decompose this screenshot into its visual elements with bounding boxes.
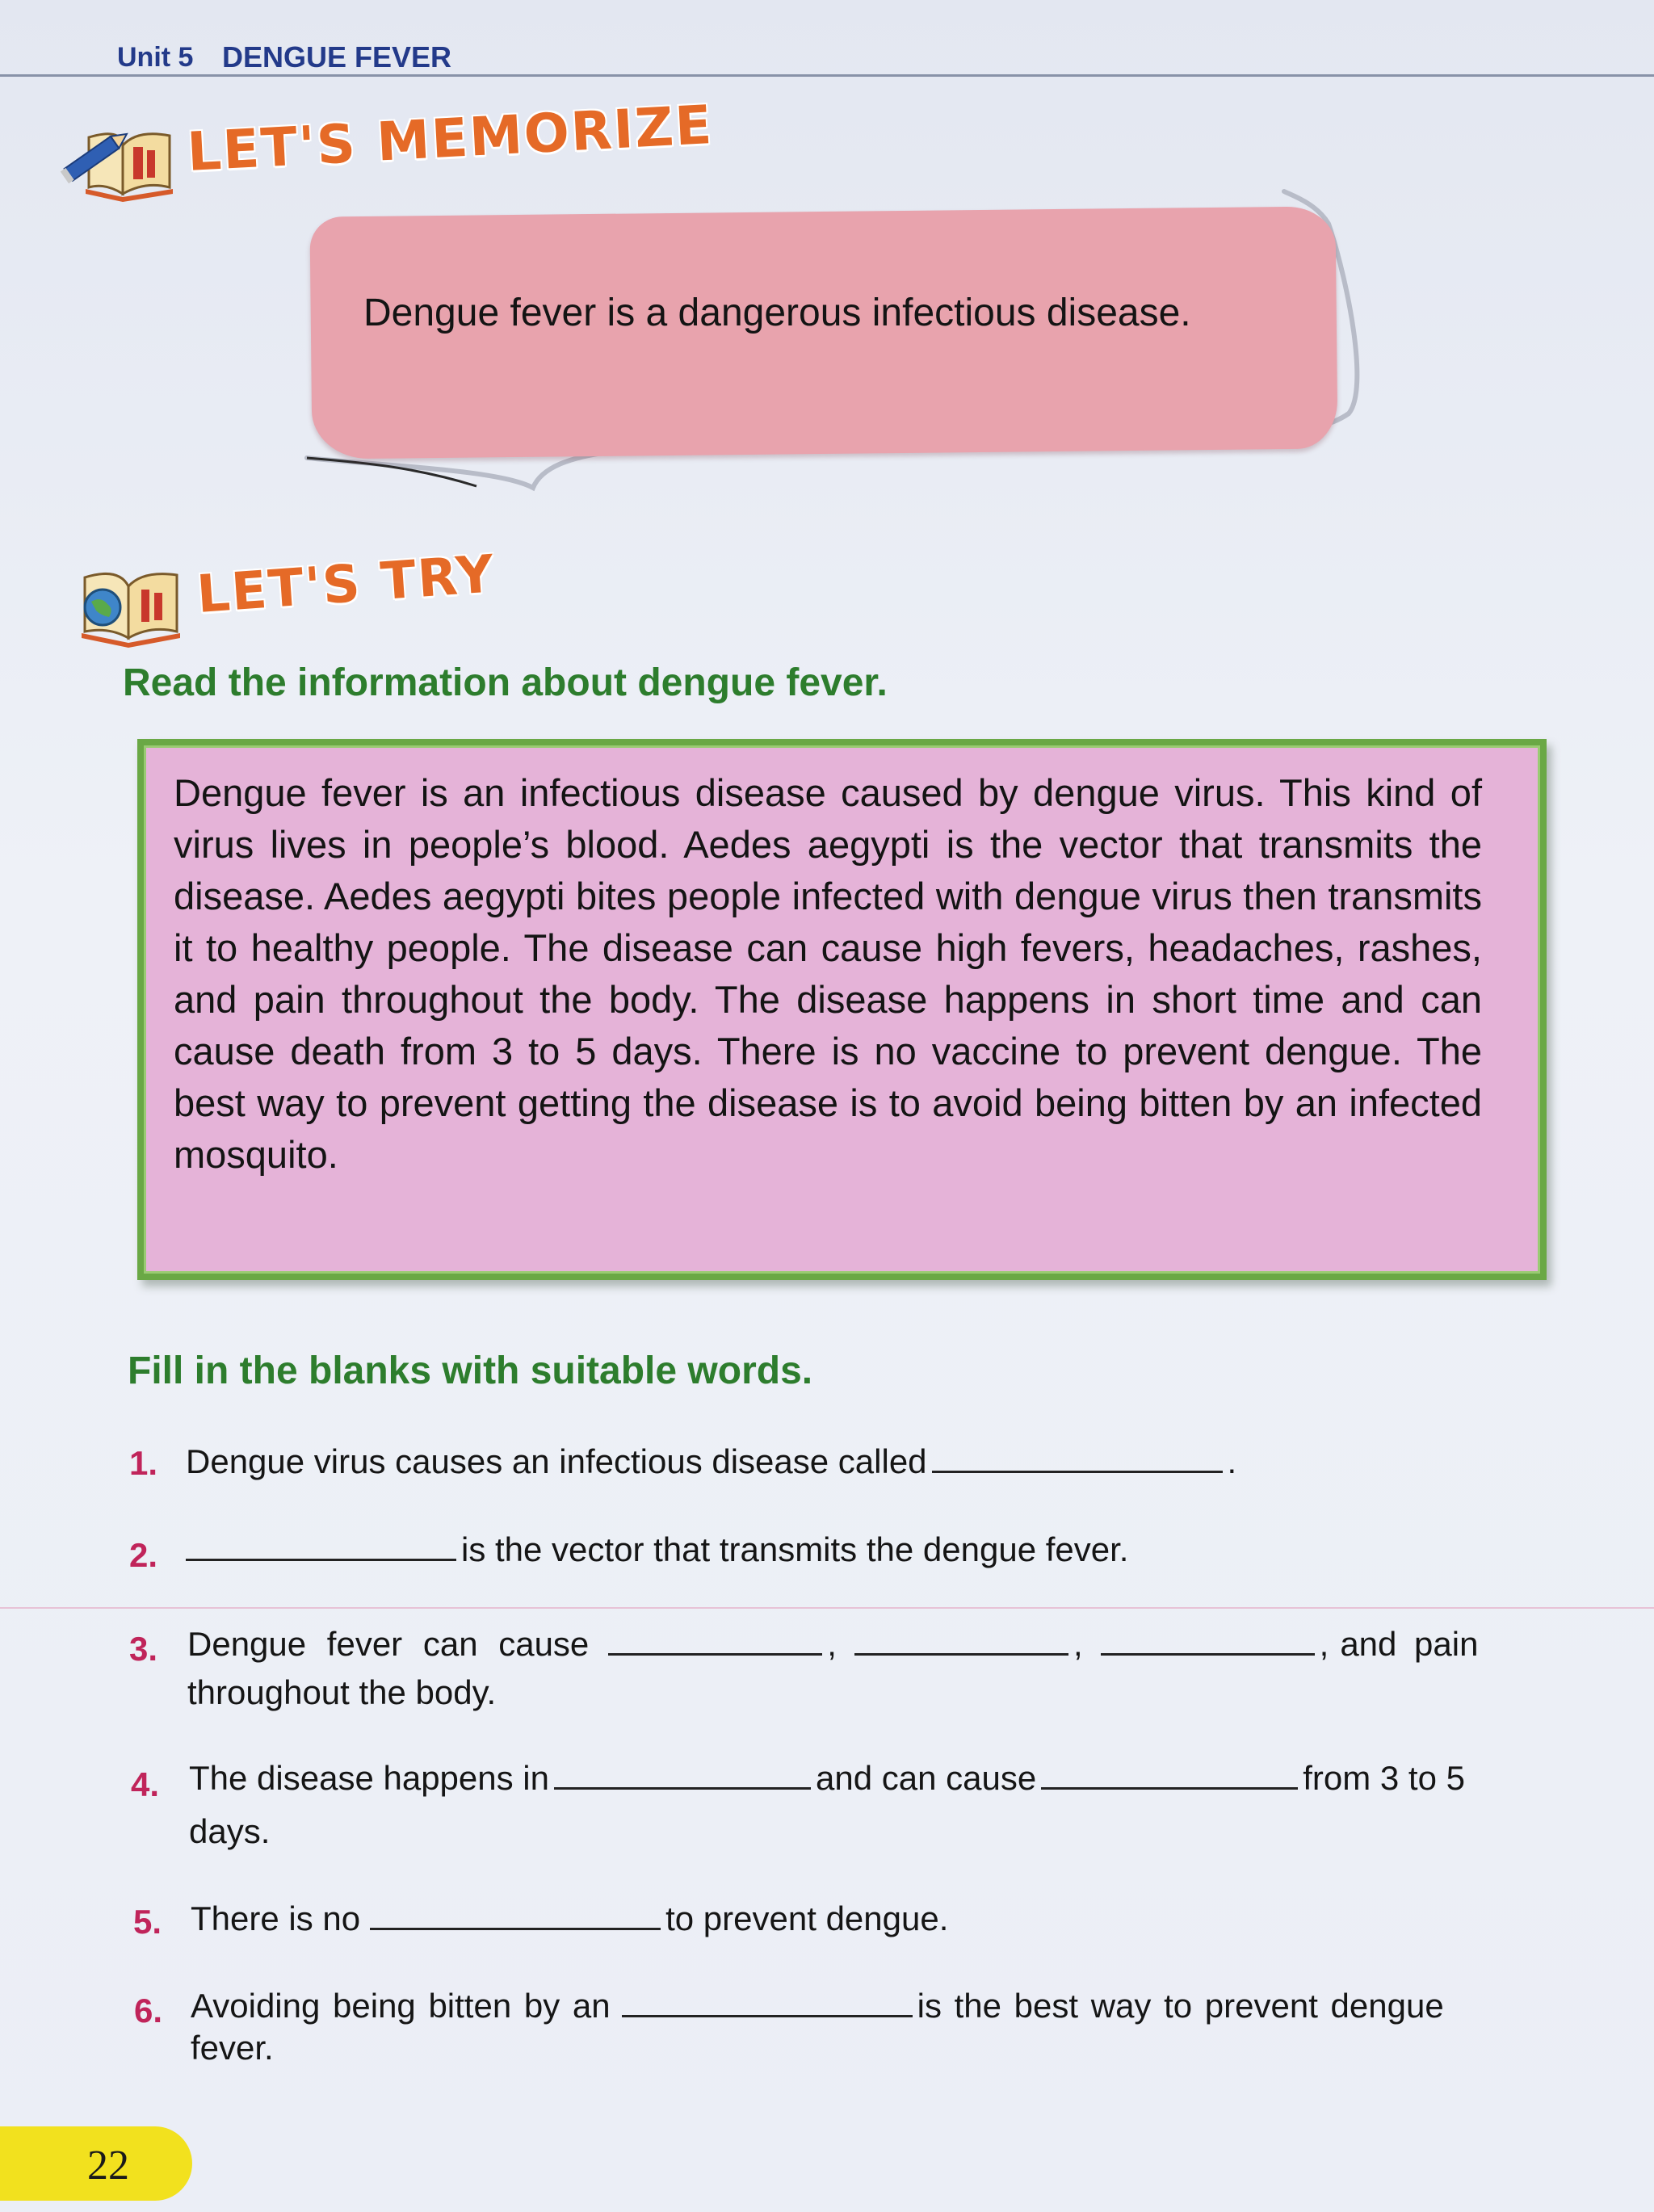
answer-blank[interactable] [854,1626,1068,1656]
answer-blank[interactable] [1101,1626,1315,1656]
ruled-line [0,1607,1654,1609]
question-3-continuation: throughout the body. [187,1673,497,1711]
header-divider [0,74,1654,77]
question-4-continuation: days. [189,1812,271,1850]
book-pencil-icon [57,113,186,202]
reading-passage: Dengue fever is an infectious disease caused by dengue virus. This kind of virus lives in people’s blood. Aedes aegypti is the vector that transmits the disease. Aedes aegypti bites people infected with dengue virus then transmits it to healthy people. The disease can cause high fevers, headaches, rashes, and pain throughout the body. The disease happens in short time and can cause death from 3 to 5 days. There is no vaccine to prevent dengue. The best way to prevent getting the disease is to avoid being bitten by an infected mosquito. [174,771,1482,1176]
question-4 [189,1759,1562,1798]
question-text: to prevent dengue. [665,1899,949,1937]
memorize-heading: LET'S MEMORIZE [185,93,715,183]
question-text: and can cause [815,1759,1037,1797]
answer-blank[interactable] [932,1443,1223,1473]
question-2 [186,1530,1128,1569]
question-text: and pain [1340,1625,1479,1663]
question-text: . [1227,1442,1237,1480]
question-text: Avoiding being bitten by an [191,1987,611,2025]
question-number: 5. [133,1903,162,1941]
question-text: , [827,1625,837,1663]
question-6 [191,1987,1564,2025]
answer-blank[interactable] [186,1531,456,1561]
answer-blank[interactable] [622,1987,913,2017]
question-number: 2. [129,1536,158,1574]
question-6-continuation: fever. [191,2029,274,2067]
question-text: Dengue virus causes an infectious disease called [186,1442,927,1480]
book-globe-icon [69,557,190,650]
question-text: There is no [191,1899,361,1937]
question-text: The disease happens in [189,1759,549,1797]
question-number: 1. [129,1444,158,1482]
question-number: 3. [129,1630,158,1668]
answer-blank[interactable] [554,1760,811,1790]
fill-instruction: Fill in the blanks with suitable words. [128,1349,813,1392]
unit-label: Unit 5 [117,42,194,73]
question-text: , [1073,1625,1083,1663]
question-5 [191,1899,948,1938]
page-number: 22 [87,2143,129,2189]
question-1 [186,1442,1236,1481]
memorize-text: Dengue fever is a dangerous infectious disease. [363,292,1191,334]
question-text: , [1319,1625,1329,1663]
answer-blank[interactable] [1041,1760,1298,1790]
question-text: is the vector that transmits the dengue fever. [461,1530,1129,1568]
answer-blank[interactable] [370,1900,661,1930]
read-instruction: Read the information about dengue fever. [123,661,888,704]
question-number: 6. [134,1992,163,2029]
try-heading: LET'S TRY [195,544,497,625]
question-3 [187,1625,1560,1664]
unit-title: DENGUE FEVER [222,40,452,73]
question-text: is the best way to prevent dengue [917,1987,1444,2025]
question-number: 4. [131,1765,160,1803]
answer-blank[interactable] [608,1626,822,1656]
question-text: Dengue fever can cause [187,1625,590,1663]
question-text: from 3 to 5 [1303,1759,1465,1797]
